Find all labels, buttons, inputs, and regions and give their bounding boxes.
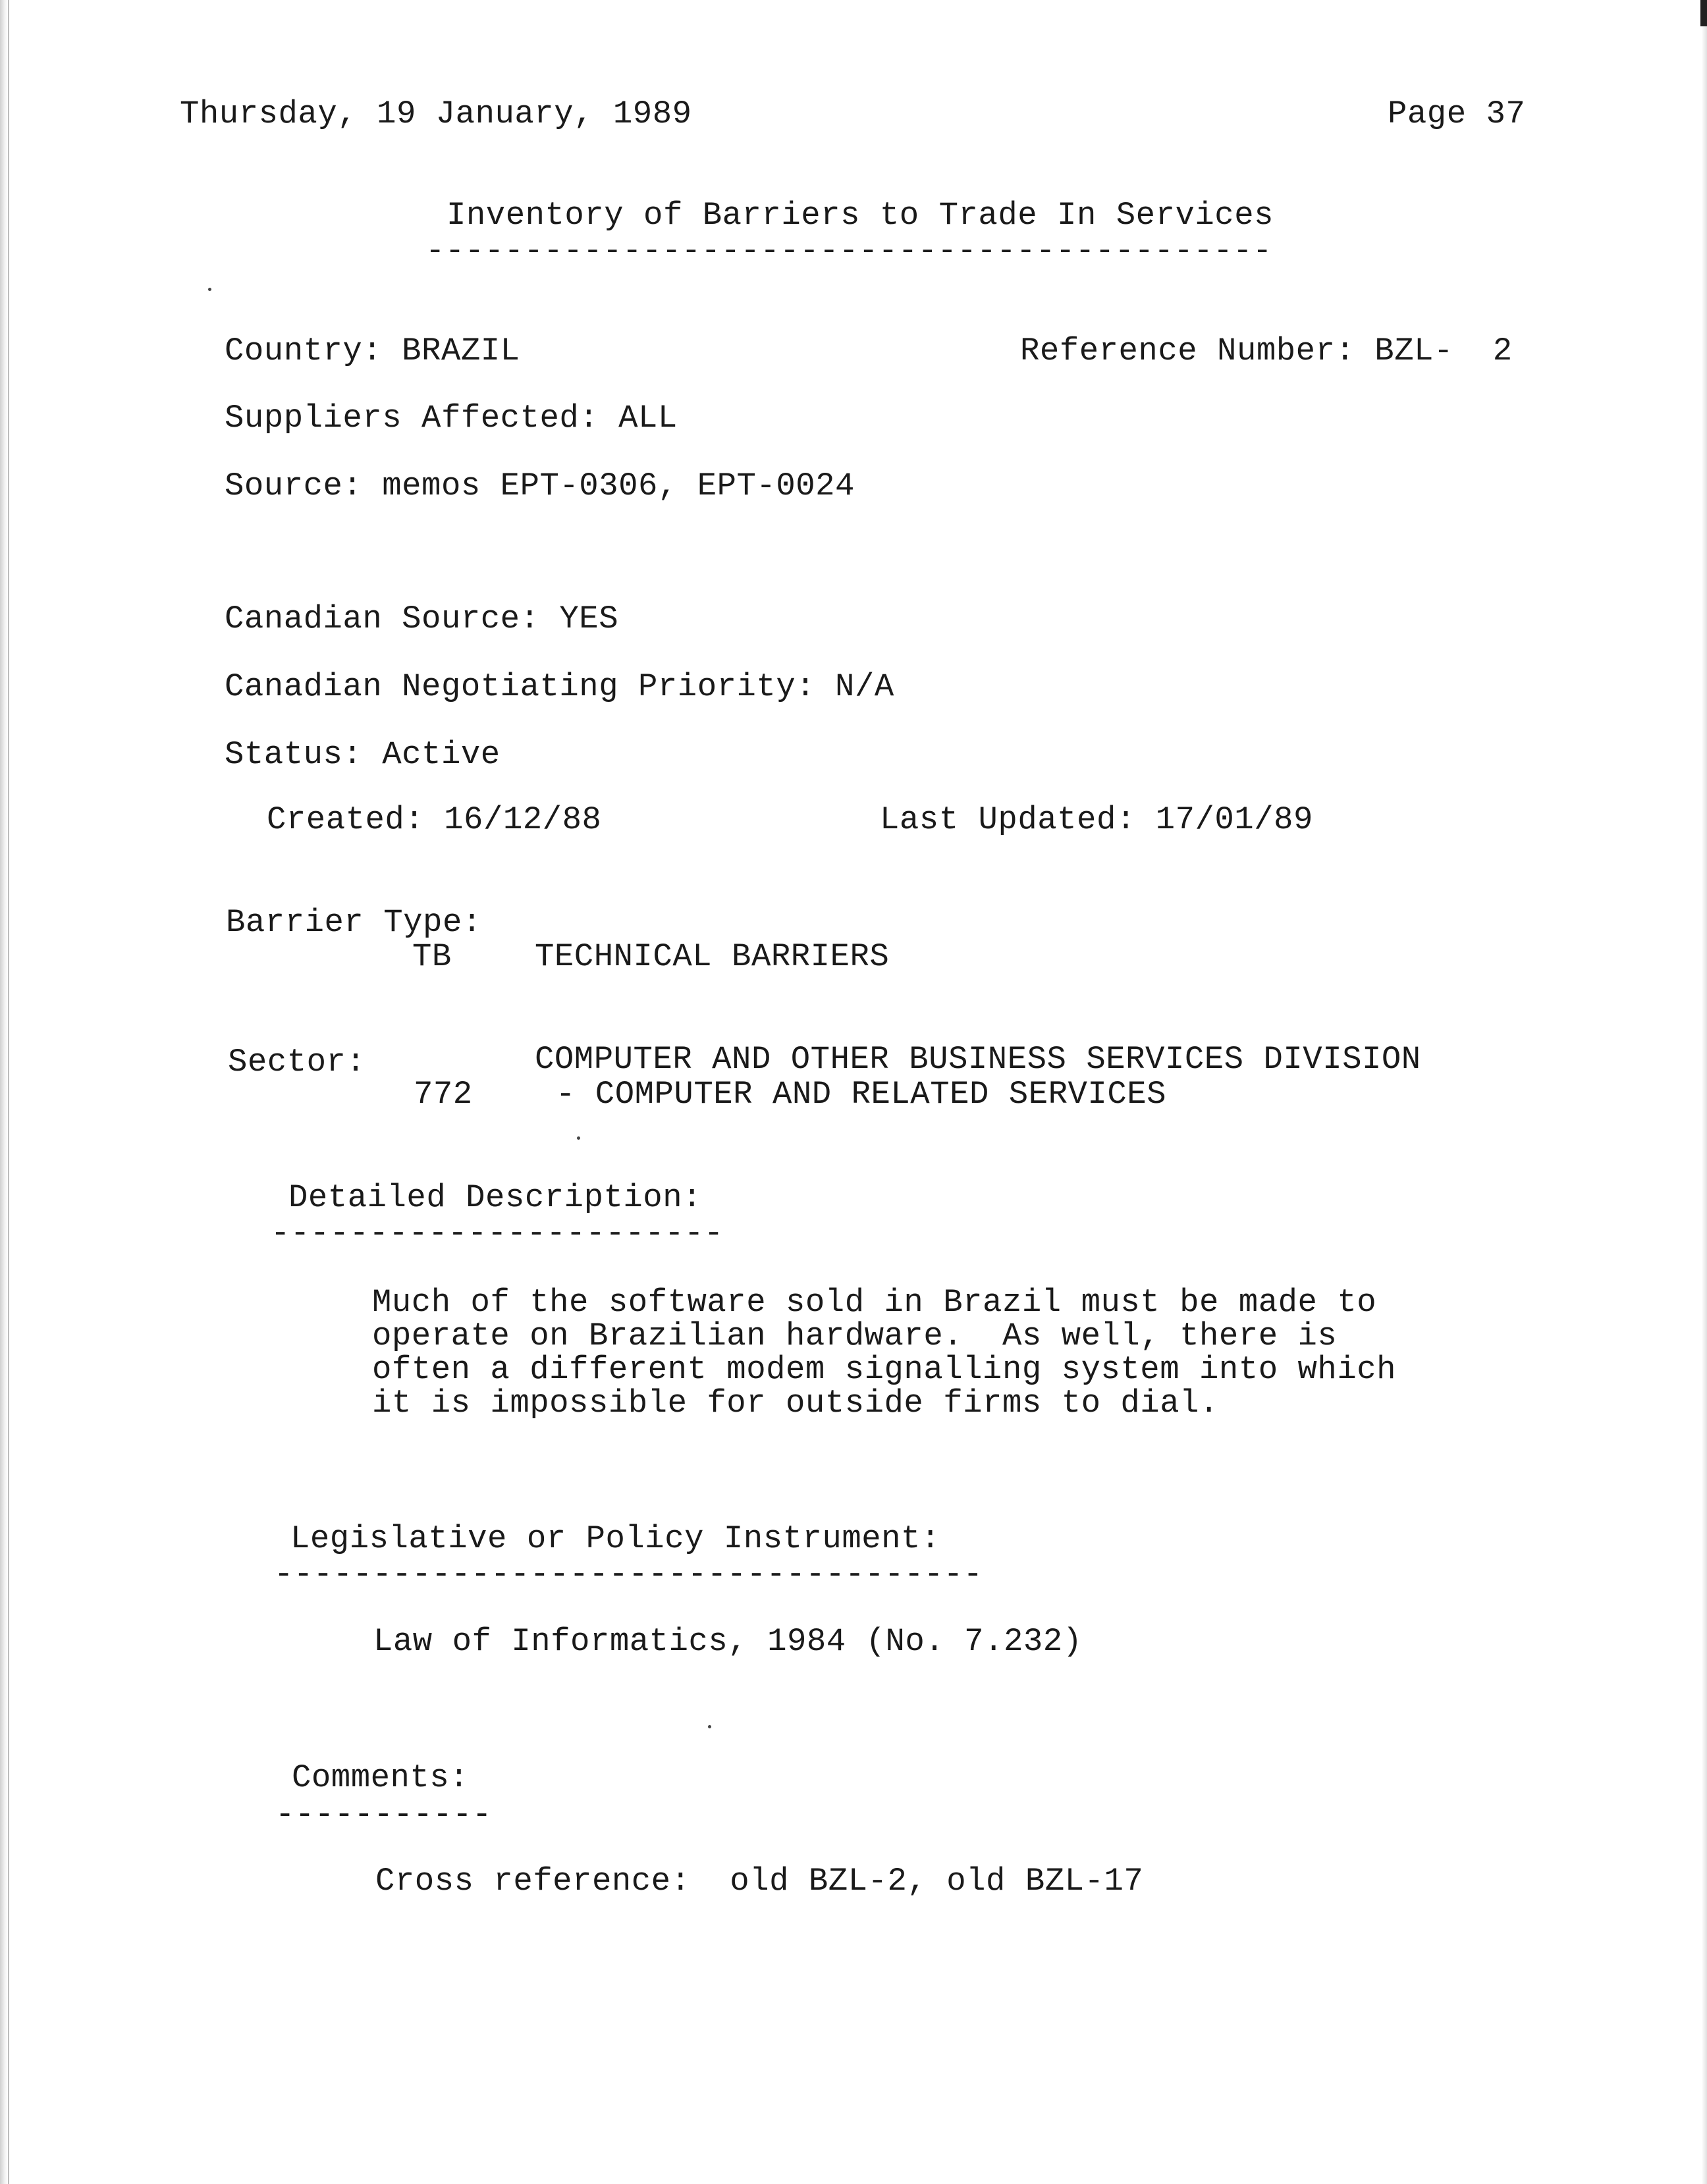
description-line: Much of the software sold in Brazil must be made to xyxy=(372,1284,1377,1321)
sector-division: COMPUTER AND OTHER BUSINESS SERVICES DIVISION xyxy=(535,1041,1421,1078)
legislative-instrument-underline: ------------------------------------ xyxy=(274,1556,983,1593)
description-line: it is impossible for outside firms to dial. xyxy=(372,1385,1219,1422)
scan-left-edge xyxy=(0,0,8,2184)
comments-underline: ----------- xyxy=(275,1796,492,1833)
source-field: Source: memos EPT-0306, EPT-0024 xyxy=(225,467,855,504)
page-title: Inventory of Barriers to Trade In Services xyxy=(447,197,1274,234)
cross-reference-text: Cross reference: old BZL-2, old BZL-17 xyxy=(375,1863,1144,1900)
description-line: often a different modem signalling system into which xyxy=(372,1351,1397,1388)
sector-name: - COMPUTER AND RELATED SERVICES xyxy=(556,1076,1167,1113)
sector-label: Sector: xyxy=(228,1044,366,1080)
scan-left-rule xyxy=(8,0,9,2184)
description-line: operate on Brazilian hardware. As well, there is xyxy=(372,1318,1338,1354)
scan-speck xyxy=(577,1136,580,1140)
barrier-type-label: Barrier Type: xyxy=(226,904,482,941)
scan-corner-mark xyxy=(1700,0,1707,26)
status-field: Status: Active xyxy=(225,736,501,773)
negotiating-priority-field: Canadian Negotiating Priority: N/A xyxy=(225,668,894,705)
created-date-field: Created: 16/12/88 xyxy=(267,801,602,838)
barrier-type-name: TECHNICAL BARRIERS xyxy=(535,938,890,975)
barrier-type-code: TB xyxy=(412,938,452,975)
last-updated-field: Last Updated: 17/01/89 xyxy=(880,801,1313,838)
comments-heading: Comments: xyxy=(292,1759,470,1796)
scan-speck xyxy=(208,288,211,291)
scan-speck xyxy=(708,1725,711,1728)
scan-right-edge xyxy=(1702,0,1707,2184)
suppliers-affected-field: Suppliers Affected: ALL xyxy=(225,400,678,437)
country-field: Country: BRAZIL xyxy=(225,333,520,369)
title-underline: ------------------------------------------- xyxy=(425,232,1272,269)
page-number: Page 37 xyxy=(1388,95,1526,132)
legislative-instrument-text: Law of Informatics, 1984 (No. 7.232) xyxy=(373,1623,1083,1660)
header-date: Thursday, 19 January, 1989 xyxy=(180,95,692,132)
detailed-description-heading: Detailed Description: xyxy=(288,1179,703,1216)
detailed-description-underline: ----------------------- xyxy=(271,1215,724,1252)
legislative-instrument-heading: Legislative or Policy Instrument: xyxy=(290,1520,940,1557)
reference-number-field: Reference Number: BZL- 2 xyxy=(1020,333,1513,369)
sector-code: 772 xyxy=(414,1076,473,1113)
canadian-source-field: Canadian Source: YES xyxy=(225,600,619,637)
